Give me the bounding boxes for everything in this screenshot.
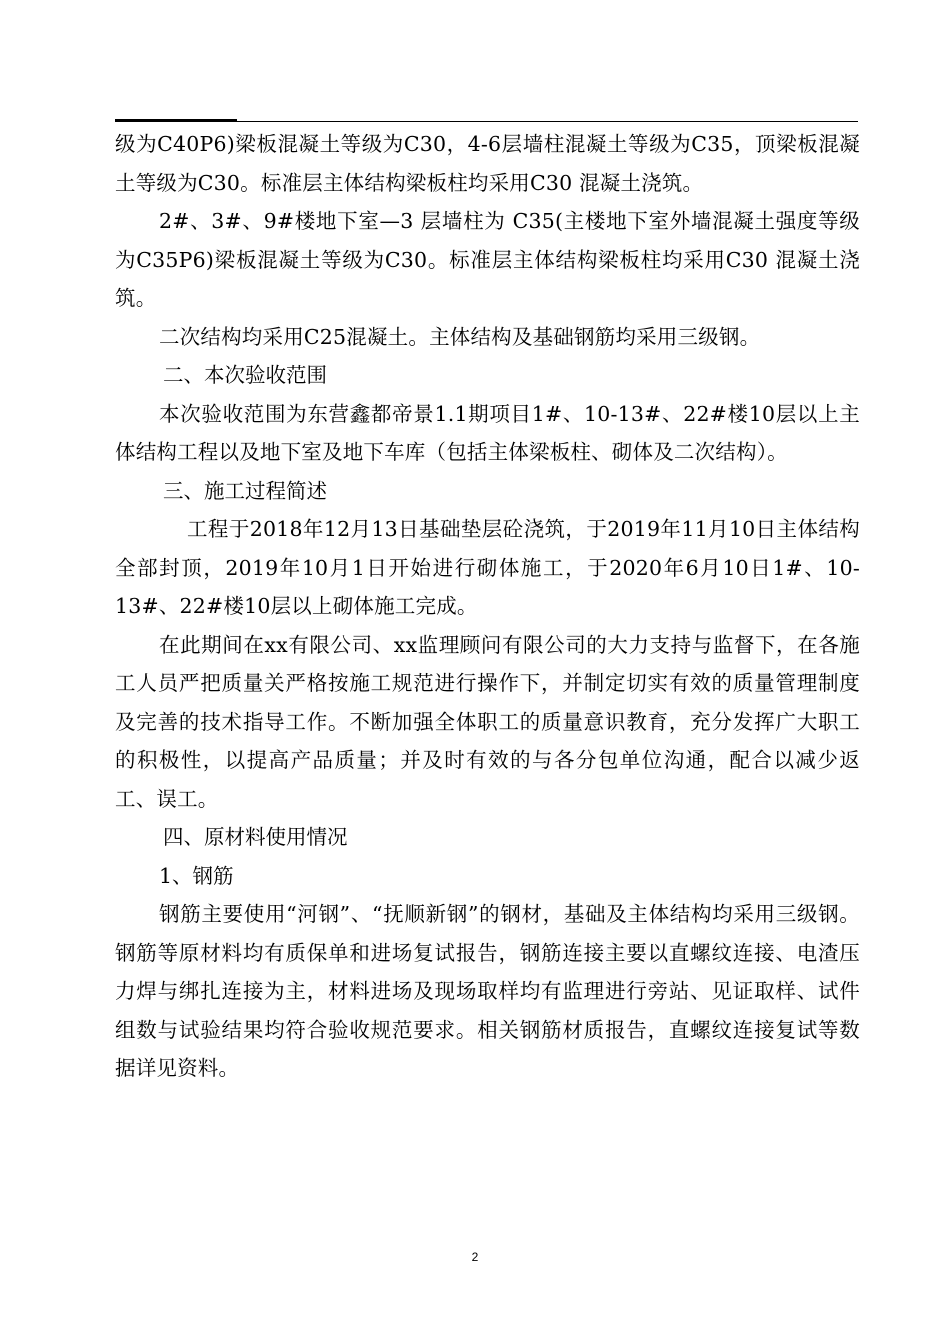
paragraph-quality-management: 在此期间在xx有限公司、xx监理顾问有限公司的大力支持与监督下，在各施工人员严把质量关严格按施工规范进行操作下，并制定切实有效的质量管理制度及完善的技术指导工作。不断加强全体职工的质量意识教育，充分发挥广大职工的积极性，以提高产品质量；并及时有效的与各分包单位沟通，配合以减少返工、误工。 — [115, 632, 860, 811]
paragraph-construction-timeline: 工程于2018年12月13日基础垫层砼浇筑，于2019年11月10日主体结构全部封顶，2019年10月1日开始进行砌体施工，于2020年6月10日1#、10-13#、22#楼10层以上砌体施工完成。 — [115, 517, 860, 618]
paragraph-secondary-structure: 二次结构均采用C25混凝土。主体结构及基础钢筋均采用三级钢。 — [159, 324, 761, 349]
header-rule — [115, 121, 858, 122]
header-rule-accent — [115, 119, 237, 122]
heading-acceptance-scope: 二、本次验收范围 — [163, 363, 327, 387]
heading-construction-process: 三、施工过程简述 — [163, 478, 327, 503]
page-number: 2 — [471, 1250, 479, 1264]
subheading-rebar: 1、钢筋 — [159, 863, 234, 888]
document-body — [115, 125, 860, 1088]
heading-raw-materials: 四、原材料使用情况 — [163, 825, 348, 849]
paragraph-rebar: 钢筋主要使用“河钢”、“抚顺新钢”的钢材，基础及主体结构均采用三级钢。钢筋等原材料均有质保单和进场复试报告，钢筋连接主要以直螺纹连接、电渣压力焊与绑扎连接为主，材料进场及现场取样均有监理进行旁站、见证取样、试件组数与试验结果均符合验收规范要求。相关钢筋材质报告，直螺纹连接复试等数据详见资料。 — [115, 902, 860, 1080]
paragraph-concrete-grades-1: 级为C40P6)梁板混凝土等级为C30，4-6层墙柱混凝土等级为C35，顶梁板混凝土等级为C30。标准层主体结构梁板柱均采用C30 混凝土浇筑。 — [115, 132, 860, 195]
paragraph-acceptance-scope: 本次验收范围为东营鑫都帝景1.1期项目1#、10-13#、22#楼10层以上主体结构工程以及地下室及地下车库（包括主体梁板柱、砌体及二次结构）。 — [115, 401, 860, 464]
paragraph-concrete-grades-2: 2#、3#、9#楼地下室—3 层墙柱为 C35(主楼地下室外墙混凝土强度等级为C35P6)梁板混凝土等级为C30。标准层主体结构梁板柱均采用C30 混凝土浇筑。 — [115, 209, 860, 310]
